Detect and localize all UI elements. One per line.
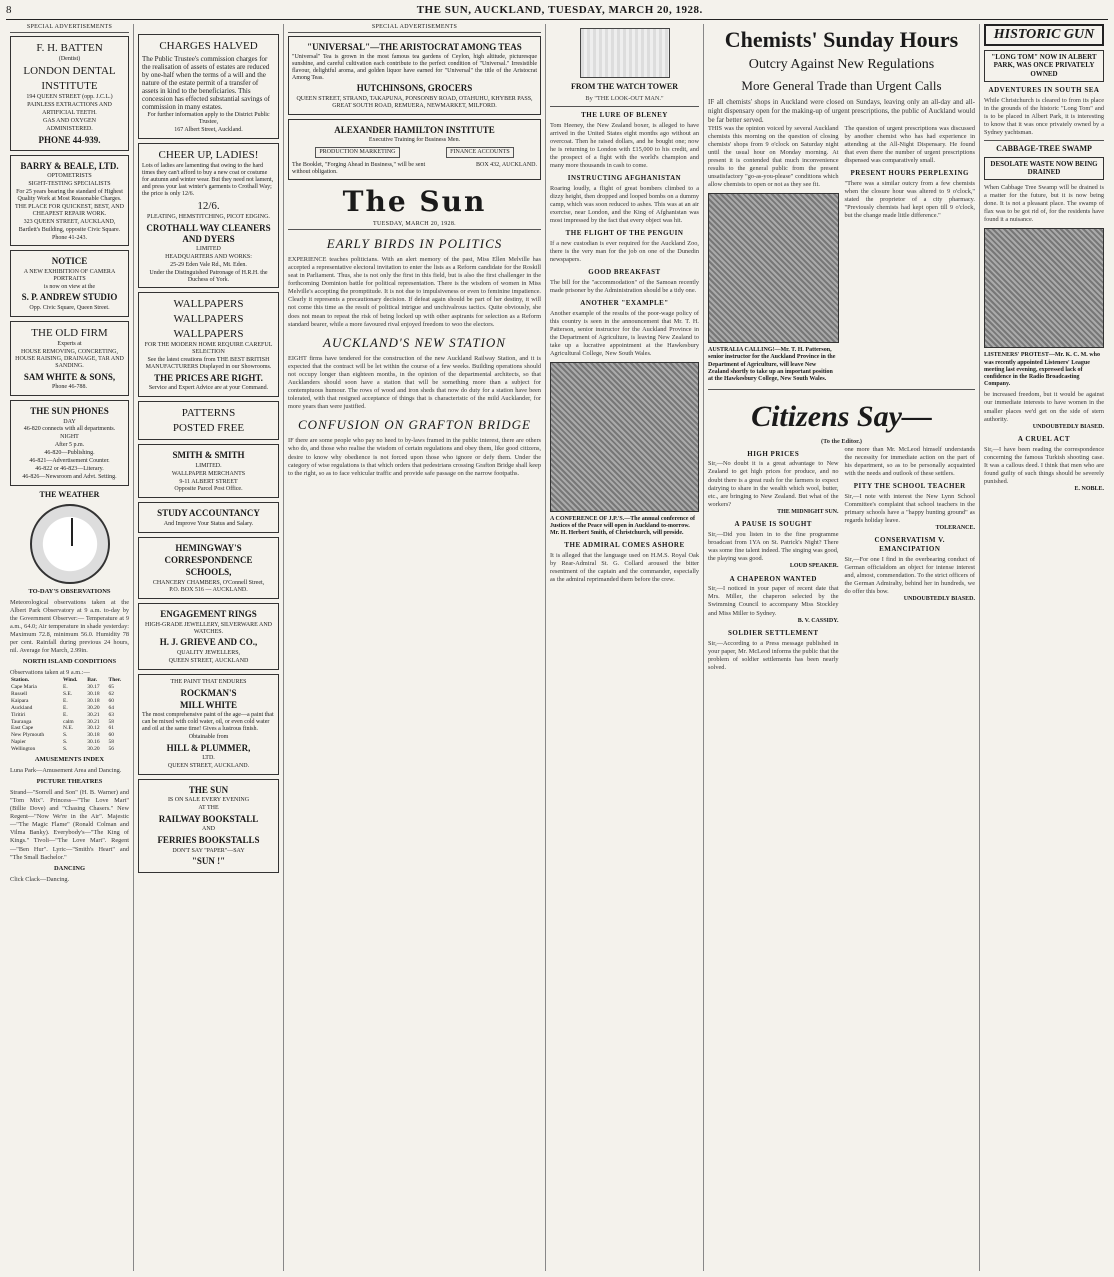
item-body: Roaring loudly, a flight of great bombers climbed to a dizzy height, then dropped and looped bombs on a dummy camp, which was soon reduced to ashes. This was at an air exercise, near London, and the King of Afghanistan was most impressed by the fact that every object was hit. <box>550 184 699 225</box>
historic-gun-heading: HISTORIC GUN <box>984 24 1104 46</box>
ad-text: After 5 p.m. <box>54 442 85 449</box>
ad-text: P.O. BOX 516 — AUCKLAND. <box>169 587 248 594</box>
dancing-title: DANCING <box>53 864 86 872</box>
ad-universal-tea <box>288 36 541 115</box>
column-chemists-citizens <box>704 24 980 1271</box>
ad-text: IS ON SALE EVERY EVENING <box>167 797 250 804</box>
column-editorial <box>284 24 546 1271</box>
ad-text: is now on view at the <box>43 283 96 290</box>
watch-tower-title: FROM THE WATCH TOWER <box>570 82 679 91</box>
ad-title: HILL & PLUMMER, <box>166 742 251 753</box>
table-cell: Cape Maria <box>11 684 37 691</box>
item-body: Tom Heeney, the New Zealand boxer, is alleged to have arrived in the United States eight months ago without an overcoat. Then he raised dollars, and he bought one; now he is returning to London with £15,000 to his credit, and the prospect of a fight with the world's champion and many more thousands in cash to come. <box>550 121 699 170</box>
ad-engagement-rings <box>138 603 279 669</box>
table-cell: E. <box>63 704 68 711</box>
letter-heading: SOLDIER SETTLEMENT <box>728 629 819 638</box>
ad-text: Opp. Civic Square, Queen Street. <box>29 304 110 311</box>
ad-title: ALEXANDER HAMILTON INSTITUTE <box>334 124 495 135</box>
table-cell: 30.16 <box>87 739 100 746</box>
editorial-heading: EARLY BIRDS IN POLITICS <box>326 235 503 251</box>
table-cell: Tauranga <box>11 718 32 725</box>
table-row <box>10 691 129 698</box>
ad-text: The Booklet, "Forging Ahead in Business," will be sent without obligation. <box>292 161 426 175</box>
portrait-photo <box>708 193 839 343</box>
observations-title: TO-DAY'S OBSERVATIONS <box>28 587 111 595</box>
table-cell: Auckland <box>11 704 33 711</box>
ad-title: CORRESPONDENCE <box>164 554 253 565</box>
ad-text: 46-820 connects with all departments. <box>23 426 116 433</box>
ad-crothall-way <box>138 143 279 289</box>
portrait-photo <box>550 362 699 512</box>
table-row <box>10 732 129 739</box>
letter-signature: UNDOUBTEDLY BIASED. <box>903 596 975 603</box>
ad-smith <box>138 444 279 498</box>
item-heading: THE ADMIRAL COMES ASHORE <box>564 541 685 550</box>
ad-text: For 25 years bearing the standard of Highest Quality Work at Most Reasonable Charges. <box>16 189 123 203</box>
letter-body: Sir,—I have been reading the correspondence concerning the famous Turkish shooting case. It was a callous deed. I think that men who are found guilty of such things should be severely punished. <box>984 445 1104 486</box>
ad-title: LONDON DENTAL <box>23 65 116 78</box>
ad-text: Under the Distinguished Patronage of H.R.H. the Duchess of York. <box>149 269 268 283</box>
weather-title: THE WEATHER <box>39 489 100 499</box>
table-row <box>10 739 129 746</box>
editorial-body: EIGHT firms have tendered for the construction of the new Auckland Railway Station, and it is expected that the contract will be let within the course of a few weeks. Building operations should not occupy longer than eighteen months, in the opinion of the departmental architects, so that Aucklanders should soon have a station that will be something more than a subject for contemptuous humour. The rows of wood and iron sheds that now do duty for a station have been tolerated, with that resigned acceptance of things that is characteristic of the mild Aucklander, for more years than were justified. <box>288 354 541 411</box>
barometer-icon <box>30 504 110 584</box>
ad-text: (Dentist) <box>58 56 81 63</box>
ad-old-firm <box>10 321 129 396</box>
to-editor: (To the Editor.) <box>821 437 862 445</box>
article-body: THIS was the opinion voiced by several Auckland chemists this morning on the question of closing chemists' shops from 9 o'clock on Saturday night until the usual hour on Monday morning. At present it is contended that much inconvenience results to the general public from the present unsatisfactory "go-as-you-please" conditions which allow chemists to open or not as they see fit. <box>708 124 839 189</box>
ad-title: WALLPAPERS <box>173 298 244 311</box>
table-cell: E. <box>63 697 68 704</box>
item-body: The bill for the "accommodation" of the Samoan recently made prisoner by the Administration should be a tidy one. <box>550 278 699 294</box>
ad-title: RAILWAY BOOKSTALL <box>158 814 259 824</box>
article-body: The question of urgent prescriptions was discussed by another chemist who has had experience in attending at the All-Night Dispensary. He found that even there the number of urgent prescriptions dispensed was comparatively small. <box>844 124 975 164</box>
ad-text: 46-822 or 46-823—Literary. <box>35 465 104 472</box>
editorial-body: IF there are some people who pay no heed to by-laws framed in the public interest, there are others who do, and those who realise the wisdom of certain regulations and obey them, like good citizens, desire to know why obedience is not forced upon those who ignore or defy them. Under the category of wise regulations is that which orders that pedestrians crossing Grafton Bridge shall keep to the right, so as to face vehicular traffic and provide safe passage on the narrow footpaths. <box>288 437 541 477</box>
table-cell: Napier <box>11 739 26 746</box>
ad-patterns <box>138 401 279 440</box>
ad-text: The most comprehensive paint of the age—a paint that can be mixed with cold water, oil, or even cold water and oil at the same time! Gives a lustrous finish. <box>142 712 274 732</box>
ad-title: THE SUN <box>188 784 229 795</box>
ad-text: 25-29 Eden Vale Rd., Mt. Eden. <box>170 261 247 268</box>
ad-text: A NEW EXHIBITION OF CAMERA PORTRAITS <box>23 268 116 282</box>
table-cell: 63 <box>108 711 115 718</box>
ad-title: HUTCHINSONS, GROCERS <box>356 83 473 94</box>
table-cell: East Cape <box>11 725 34 732</box>
ad-text: DON'T SAY "PAPER"—SAY <box>172 847 245 854</box>
section-label: SPECIAL ADVERTISEMENTS <box>288 24 541 33</box>
table-cell: 30.12 <box>87 725 100 732</box>
letter-signature: THE MIDNIGHT SUN. <box>777 508 839 515</box>
ad-text: QUEEN STREET, AUCKLAND. <box>167 762 250 769</box>
ad-text: FINANCE ACCOUNTS <box>446 147 514 158</box>
ad-text: Obtainable from <box>188 733 229 740</box>
table-cell: 56 <box>108 746 115 752</box>
historic-gun-subhead: "LONG TOM" NOW IN ALBERT PARK, WAS ONCE PRIVATELY OWNED <box>984 50 1104 82</box>
ad-title: POSTED FREE <box>172 421 245 434</box>
ad-text: 194 QUEEN STREET (opp. J.C.L.) <box>26 94 113 101</box>
table-cell: Wind. <box>63 677 78 684</box>
ad-title: ENGAGEMENT RINGS <box>160 609 257 620</box>
table-cell: 30.17 <box>87 684 100 691</box>
ad-title: MILL WHITE <box>179 699 238 710</box>
ad-text: CHANCERY CHAMBERS, O'Connell Street, <box>152 579 265 586</box>
letter-heading: A PAUSE IS SOUGHT <box>734 520 812 529</box>
ad-title: THE PRICES ARE RIGHT. <box>154 372 263 383</box>
column-ads-left <box>6 24 134 1271</box>
ad-title: SMITH & SMITH <box>172 450 245 461</box>
photo-caption: LISTENERS' PROTEST—Mr. K. C. M. who was recently appointed Listeners' League meeting last evening, expressed lack of confidence in the Radio Broadcasting Company. <box>984 352 1100 388</box>
letter-body: Sir,—No doubt it is a great advantage to New Zealand to get high prices for produce, and no doubt there is a great rush for the farmers to expect dairying to share in the wealth which wool, butter, etc., are bringing to New Zealand. But what of the workers? <box>708 460 839 508</box>
pictures-title: PICTURE THEATRES <box>36 778 103 786</box>
ad-phone: PHONE 44-939. <box>38 134 101 145</box>
ad-title: SCHOOLS, <box>185 567 232 578</box>
ad-title: HEMINGWAY'S <box>175 542 242 553</box>
north-island-title: NORTH ISLAND CONDITIONS <box>22 658 117 666</box>
ad-text: QUEEN STREET, AUCKLAND <box>168 657 249 664</box>
masthead-title: THE SUN, AUCKLAND, TUESDAY, MARCH 20, 1928. <box>416 4 703 16</box>
ad-text: Experts at <box>57 341 82 348</box>
table-cell: Kaipara <box>11 697 29 704</box>
ad-text: WALLPAPER MERCHANTS <box>171 470 246 477</box>
letter-body: Sir,—I noticed in your paper of recent date that Mrs. Miller, the chaperon selected by the Swimming Council to accompany Miss Stockley and Miss Miller to Sydney. <box>708 585 839 617</box>
table-cell: E. <box>63 711 68 718</box>
ad-text: Phone 41-243. <box>52 234 87 241</box>
letter-signature: LOUD SPEAKER. <box>789 563 839 570</box>
letter-heading: A CRUEL ACT <box>1017 435 1071 444</box>
item-heading: THE FLIGHT OF THE PENGUIN <box>565 229 684 238</box>
table-cell: 61 <box>108 725 115 732</box>
ad-text: SIGHT-TESTING SPECIALISTS <box>28 181 111 188</box>
ad-title: CHARGES HALVED <box>159 40 258 52</box>
editorial-body: EXPERIENCE teaches politicians. With an alert memory of the past, Miss Ellen Melville has accepted a representative electoral invitation to enter the lists as a Reform candidate for the Roskill seat in Parliament. Thus, she is not only the first in this field, but is also the first challenger in the forthcoming Dominion battle for political representation. There is the wisdom of women in Miss Melville's accepting the promptitude. It is not due to impulsiveness or even to feminine impatience. Clearly it represents a precautionary decision. If defeat again should be part of her destiny, it will not come this time as the result of political intrigue and unchivalrous tactics. Quite obviously, she does not mean to repeat the risk of being locked up with other aspirants for selection as a Reform standard bearer, while a more favoured rival enjoyed freedom to woo the electors. <box>288 256 541 328</box>
table-row <box>10 712 129 719</box>
table-cell: 65 <box>108 684 115 691</box>
ad-text: FOR THE MODERN HOME REQUIRE CAREFUL SELECTION <box>144 342 273 356</box>
table-cell: 62 <box>108 691 115 697</box>
ad-text: HEADQUARTERS AND WORKS: <box>165 253 252 260</box>
ad-title: CHEER UP, LADIES! <box>158 148 259 161</box>
ad-wallpapers <box>138 292 279 397</box>
item-body: It is alleged that the language used on H.M.S. Royal Oak by Rear-Admiral St. G. Collard aroused the bitter resentment of the captain and the commander, especially as the admiral reprimanded them before the crew. <box>550 552 699 584</box>
ad-text: The Public Trustee's commission charges for the realisation of assets of estates are reduced by one-half when the terms of a will and the nature of the estate permit of a transfer of assets in kind to the beneficiaries. This concession has effected substantial savings of commission in many estates. <box>142 54 270 111</box>
ad-title: H. J. GRIEVE AND CO., <box>159 637 258 648</box>
ad-text: "Universal" Tea is grown in the most famous tea gardens of Ceylon, high altitude, picturesque sunshine, and careful cultivation each contribute to the perfect condition of "Universal." Irresistible flavour, delightful aroma, and golden liquor have earned for "Universal" the title of the Aristocrat Among Teas. <box>292 53 537 81</box>
ad-text: OPTOMETRISTS <box>47 173 92 180</box>
north-island-sub: Observations taken at 9 a.m.:— <box>10 669 90 677</box>
the-sun-logo: The Sun <box>342 185 487 219</box>
article-lead: IF all chemists' shops in Auckland were closed on Sundays, leaving only an all-day and all-night dispensary open for the making-up of urgent prescriptions, the public of Auckland would be far better served. <box>708 97 975 124</box>
observations-table <box>10 677 129 753</box>
table-cell: 60 <box>108 732 115 739</box>
table-cell: S. <box>63 746 68 752</box>
table-cell: Wellington <box>11 746 36 752</box>
table-cell: Bar. <box>87 677 98 684</box>
ad-text: For further information apply to the District Public Trustee, <box>147 111 270 125</box>
ad-title: INSTITUTE <box>41 79 98 92</box>
item-heading: INSTRUCTING AFGHANISTAN <box>567 174 682 183</box>
photo-caption: A CONFERENCE OF J.P.'S.—The annual conference of Justices of the Peace will open in Auckland to-morrow. Mr. H. Herbert Smith, of Christchurch, will preside. <box>550 515 695 537</box>
ad-title: THE SUN PHONES <box>30 406 109 417</box>
item-body: When Cabbage Tree Swamp will be drained is a matter for the future, but it is now being done. It is not a pleasant place. The swamp of flax was to be got rid of, for the residents have found it a nuisance. <box>984 184 1104 224</box>
ad-title: FERRIES BOOKSTALLS <box>157 835 260 846</box>
amusements-text: Luna Park—Amusement Area and Dancing. <box>10 767 122 774</box>
column-ads-second <box>134 24 284 1271</box>
ad-text: 323 QUEEN STREET, AUCKLAND, <box>23 218 116 225</box>
editorial-heading: AUCKLAND'S NEW STATION <box>323 334 506 350</box>
ad-text: Phone 46-788. <box>52 384 87 391</box>
ad-text: Service and Expert Advice are at your Command. <box>148 385 269 392</box>
table-cell: 30.20 <box>87 746 100 752</box>
column-historic-gun <box>980 24 1108 1271</box>
ad-text: AT THE <box>198 805 219 812</box>
ad-text: THE PAINT THAT ENDURES <box>170 678 247 685</box>
section-label: SPECIAL ADVERTISEMENTS <box>10 24 129 33</box>
sun-phones-box <box>10 400 129 485</box>
item-heading: THE LURE OF BLENEY <box>581 111 668 120</box>
ad-barry-beale <box>10 155 129 246</box>
ad-text: Executive Training for Business Men. <box>368 136 461 143</box>
ad-text: Bartlett's Building, opposite Civic Square. <box>18 226 121 233</box>
letter-signature: TOLERANCE. <box>935 524 975 531</box>
letter-body: Sir,—According to a Press message published in your paper, Mr. McLeod informs the public that the problem of soldier settlements has been nearly solved. <box>708 639 839 671</box>
ad-sun-sale <box>138 779 279 873</box>
ad-text: PRODUCTION MARKETING <box>315 147 399 158</box>
ad-study-accountancy <box>138 502 279 532</box>
ad-text: LIMITED. <box>195 462 222 469</box>
pictures-body: Strand—"Sorrell and Son" (H. B. Warner) and "Tom Mix". Princess—"The Love Mart" (Billie Dove) and "Chasing Chasers." New Regent—"Now We're in the Air". Majestic—"The Magic Flame" (Ronald Colman and Vilma Banky). Everybody's—"The King of Kings." Tivoli—"The Love Mart". Regent—"Ben Hur". Lyric—"Smith's Heart" and "The Small Bachelor." <box>10 789 129 861</box>
item-body: If a new custodian is ever required for the Auckland Zoo, there is the very man for the job on one of the Dunedin newspapers. <box>550 239 699 263</box>
table-cell: 58 <box>108 739 115 746</box>
ad-text: 46-826—Newsroom and Advt. Setting. <box>22 473 117 480</box>
table-cell: E. <box>63 684 68 691</box>
item-heading: GOOD BREAKFAST <box>588 267 661 276</box>
cabbage-tree-subhead: DESOLATE WASTE NOW BEING DRAINED <box>984 157 1104 181</box>
table-row <box>10 719 129 726</box>
item-body: be increased freedom, but it would be against our immediate interests to have women in the smaller places we'd get on the side of stern authority. <box>984 391 1104 423</box>
table-cell: Ther. <box>108 677 122 684</box>
sub-headline: Outcry Against New Regulations <box>748 57 935 73</box>
table-cell: 60 <box>108 697 115 704</box>
table-cell: 30.20 <box>87 704 100 711</box>
article-subhead: PRESENT HOURS PERPLEXING <box>850 169 969 178</box>
ad-text: ARTIFICIAL TEETH. <box>42 110 97 117</box>
table-cell: 64 <box>108 704 115 711</box>
letter-signature: B. V. CASSIDY. <box>797 617 839 624</box>
column-watch-tower <box>546 24 704 1271</box>
ad-text: DAY <box>63 418 76 425</box>
editorial-dateline: TUESDAY, MARCH 20, 1928. <box>288 221 541 230</box>
letter-body: one more than Mr. McLeod himself understands the necessity for immediate action on the part of his department, so as to be personally acquainted with the needs and outlook of these settlers. <box>844 445 975 477</box>
photo-caption: AUSTRALIA CALLING!—Mr. T. H. Patterson, senior instructor for the Auckland Province in the Department of Agriculture, will leave New Zealand shortly to take up an important position at the Hawkesbury College, New South Wales. <box>708 347 836 382</box>
ad-title: SAM WHITE & SONS, <box>23 371 116 382</box>
item-body: While Christchurch is cleared to from its place in the grounds of the historic "Long Tom" and is to be placed in Albert Park, it is interesting to know that it was once privately owned by a Sydney yachtsman. <box>984 96 1104 136</box>
letter-body: Sir,—For one I find in the overbearing conduct of German officialdom an object for intense interest and, almost, commendation. To the strict officers of the German Admiralty, behind her in hundreds, we do offer this bow. <box>844 555 975 595</box>
main-headline: Chemists' Sunday Hours <box>724 27 959 52</box>
table-row <box>10 705 129 712</box>
table-cell: S. <box>63 732 68 739</box>
ad-text: QUEEN STREET, STRAND, TAKAPUNA, PONSONBY ROAD, OTAHUHU, KHYBER PASS, GREAT SOUTH ROAD, REMUERA, NEWMARKET, MILFORD. <box>296 95 533 109</box>
ad-title: CROTHALL WAY CLEANERS AND DYERS <box>146 223 271 244</box>
table-cell: 30.21 <box>87 718 100 725</box>
table-cell: 30.18 <box>87 691 100 697</box>
ad-text: 46-821—Advertisement Counter. <box>29 457 110 464</box>
ad-text: 9-11 ALBERT STREET <box>179 478 238 485</box>
citizens-say-heading: Citizens Say— <box>751 400 932 434</box>
amusements-title: AMUSEMENTS INDEX <box>34 755 105 763</box>
letter-heading: PITY THE SCHOOL TEACHER <box>853 481 966 490</box>
ad-rockman <box>138 674 279 775</box>
ad-text: See the latest creations from THE BEST BRITISH MANUFACTURERS Displayed in our Showrooms. <box>145 357 272 370</box>
byline: By "THE LOOK-OUT MAN." <box>585 95 664 102</box>
table-cell: S.E. <box>63 691 73 697</box>
watch-tower-illustration <box>580 28 670 78</box>
ad-batten <box>10 36 129 152</box>
table-cell: 30.18 <box>87 697 100 704</box>
ad-text: PAINLESS EXTRACTIONS AND <box>27 102 112 109</box>
letter-body: Sir,—I note with interest the New Lynn School Committee's complaint that school teachers in the primary schools have a "happy hunting ground" as regards holiday leave. <box>844 492 975 524</box>
ad-title: WALLPAPERS <box>173 327 244 340</box>
table-cell: 30.21 <box>87 711 100 718</box>
ad-text: LTD. <box>202 755 215 762</box>
item-body: Another example of the results of the poor-wage policy of this country is seen in the announcement that Mr. T. H. Patterson, senior instructor for the Auckland Province in the Department of Agriculture, is leaving New Zealand to take up a lucrative appointment at the Hawkesbury Agricultural College, New South Wales. <box>550 309 699 357</box>
masthead <box>6 4 1108 20</box>
ad-title: THE OLD FIRM <box>31 326 108 339</box>
ad-text: 46-820—Publishing. <box>44 450 95 457</box>
ad-public-trustee <box>138 34 279 139</box>
table-row <box>10 746 129 753</box>
table-cell: Russell <box>11 691 28 697</box>
table-cell: N.E. <box>63 725 74 732</box>
table-cell: Tiritiri <box>11 711 26 718</box>
ad-title: ROCKMAN'S <box>180 687 237 698</box>
ad-title: "SUN !" <box>191 856 226 867</box>
letter-signature: E. NOBLE. <box>1074 486 1104 493</box>
table-cell: Station. <box>11 677 30 684</box>
page-number: 8 <box>6 4 12 16</box>
table-row <box>10 698 129 705</box>
letter-signature: UNDOUBTEDLY BIASED. <box>1032 423 1104 430</box>
table-cell: calm <box>63 718 74 725</box>
ad-text: HOUSE REMOVING, CONCRETING, HOUSE RAISING, DRAINAGE, TAR AND SANDING. <box>15 349 124 370</box>
ad-text: ADMINISTERED. <box>46 125 93 132</box>
portrait-photo <box>984 228 1104 348</box>
letter-body: Sir,—Did you listen in to the fine programme broadcast from 1YA on St. Patrick's Night? There was some fine talent indeed. The singing was good, the playing was good. <box>708 530 839 563</box>
letter-heading: A CHAPERON WANTED <box>729 574 817 583</box>
ad-text: And Improve Your Status and Salary. <box>163 520 254 527</box>
ad-title: S. P. ANDREW STUDIO <box>21 292 118 303</box>
ad-title: "UNIVERSAL"—THE ARISTOCRAT AMONG TEAS <box>307 41 522 52</box>
ad-text: Lots of ladies are lamenting that owing to the hard times they can't afford to buy a new coat or costume for autumn and winter wear. But they need not lament, and press your last winter's garments to Crothall Way; the price is only 12/6. <box>142 163 274 197</box>
ad-text: HIGH-GRADE JEWELLERY, SILVERWARE AND WATCHES. <box>145 621 272 635</box>
weather-body: Meteorological observations taken at the Albert Park Observatory at 9 a.m. to-day by the Government Observer:— Temperature at 9 a.m., 64.0; Air temperature in shade yesterday: Maximum 72.8, minimum 56.0. Humidity 78 per cent. Rainfall during previous 24 hours, nil. Average for March, 2.99in. <box>10 598 129 655</box>
ad-text: THE PLACE FOR QUICKEST, BEST, AND CHEAPEST REPAIR WORK. <box>15 204 124 217</box>
ad-text: LIMITED <box>196 245 221 252</box>
cabbage-tree-heading: CABBAGE-TREE SWAMP <box>996 143 1092 153</box>
ad-text: Opposite Parcel Post Office. <box>174 486 243 493</box>
ad-title: PATTERNS <box>181 407 236 420</box>
item-heading: ADVENTURES IN SOUTH SEA <box>988 85 1100 94</box>
sub-headline: More General Trade than Urgent Calls <box>741 77 942 93</box>
ad-title: STUDY ACCOUNTANCY <box>157 508 260 519</box>
ad-title: NOTICE <box>51 256 88 267</box>
ad-title: BARRY & BEALE, LTD. <box>20 161 119 172</box>
ad-text: 167 Albert Street, Auckland. <box>174 126 243 133</box>
letter-heading: CONSERVATISM V. EMANCIPATION <box>874 536 946 554</box>
letter-heading: HIGH PRICES <box>747 449 800 458</box>
table-cell: 58 <box>108 718 115 725</box>
ad-price: 12/6. <box>197 199 220 212</box>
ad-hemingway <box>138 537 279 600</box>
ad-text: GAS AND OXYGEN <box>42 117 96 124</box>
editorial-heading: CONFUSION ON GRAFTON BRIDGE <box>298 417 531 433</box>
table-row <box>10 677 129 684</box>
table-cell: New Plymouth <box>11 732 45 739</box>
ad-hamilton-institute <box>288 119 541 181</box>
ad-text: AND <box>202 826 215 833</box>
table-row <box>10 684 129 691</box>
ad-text: BOX 432, AUCKLAND. <box>475 161 537 168</box>
table-cell: 30.18 <box>87 732 100 739</box>
ad-text: NIGHT <box>60 434 79 441</box>
ad-title: F. H. BATTEN <box>36 41 103 54</box>
article-body: "There was a similar outcry from a few chemists when the closure hour was altered to 9 o'clock," stated the proprietor of a city pharmacy. "Previously chemists had kept open till 9 o'clock, but the change made little difference." <box>844 179 975 219</box>
ad-title: WALLPAPERS <box>173 313 244 326</box>
item-heading: ANOTHER "EXAMPLE" <box>580 298 669 307</box>
table-row <box>10 725 129 732</box>
ad-notice <box>10 250 129 316</box>
ad-text: PLEATING, HEMSTITCHING, PICOT EDGING. <box>147 214 270 221</box>
dancing-text: Click Clack—Dancing. <box>10 875 70 883</box>
ad-text: QUALITY JEWELLERS, <box>176 649 241 656</box>
table-cell: S. <box>63 739 68 746</box>
